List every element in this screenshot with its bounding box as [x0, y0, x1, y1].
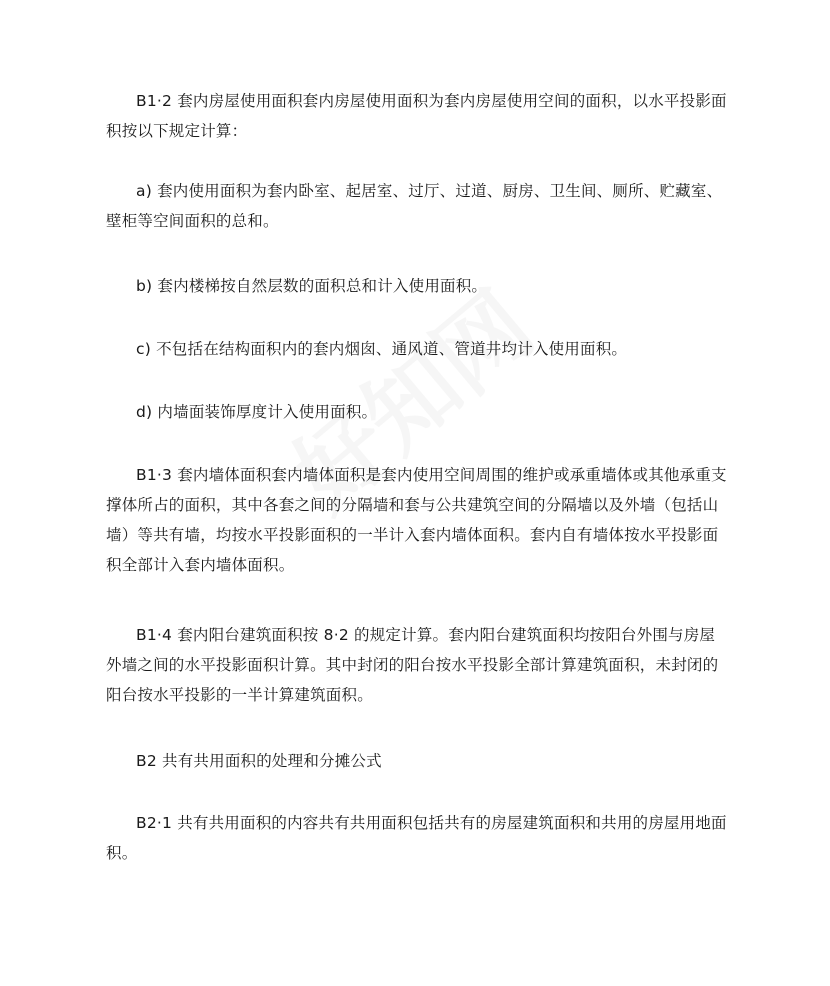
paragraph-b1-3: B1·3 套内墙体面积套内墙体面积是套内使用空间周围的维护或承重墙体或其他承重支撑体所占的面积，其中各套之间的分隔墙和套与公共建筑空间的分隔墙以及外墙（包括山墙）等共有墙，均按水平投影面积的一半计入套内墙体面积。套内自有墙体按水平投影面积全部计入套内墙体面积。 — [106, 466, 727, 574]
paragraph-d: d) 内墙面装饰厚度计入使用面积。 — [136, 403, 378, 421]
paragraph-b2-1: B2·1 共有共用面积的内容共有共用面积包括共有的房屋建筑面积和共用的房屋用地面积。 — [106, 814, 727, 862]
paragraph-b1-4: B1·4 套内阳台建筑面积按 8·2 的规定计算。套内阳台建筑面积均按阳台外围与房屋外墙之间的水平投影面积计算。其中封闭的阳台按水平投影全部计算建筑面积，未封闭的阳台按水平投影的一半计算建筑面积。 — [106, 626, 719, 704]
paragraph-b: b) 套内楼梯按自然层数的面积总和计入使用面积。 — [136, 277, 488, 295]
section-heading-b2: B2 共有共用面积的处理和分摊公式 — [136, 752, 382, 770]
paragraph-b1-2: B1·2 套内房屋使用面积套内房屋使用面积为套内房屋使用空间的面积，以水平投影面积按以下规定计算： — [106, 92, 727, 140]
paragraph-a: a) 套内使用面积为套内卧室、起居室、过厅、过道、厨房、卫生间、厕所、贮藏室、壁柜等空间面积的总和。 — [106, 182, 723, 230]
paragraph-c: c) 不包括在结构面积内的套内烟囱、通风道、管道井均计入使用面积。 — [136, 340, 628, 358]
